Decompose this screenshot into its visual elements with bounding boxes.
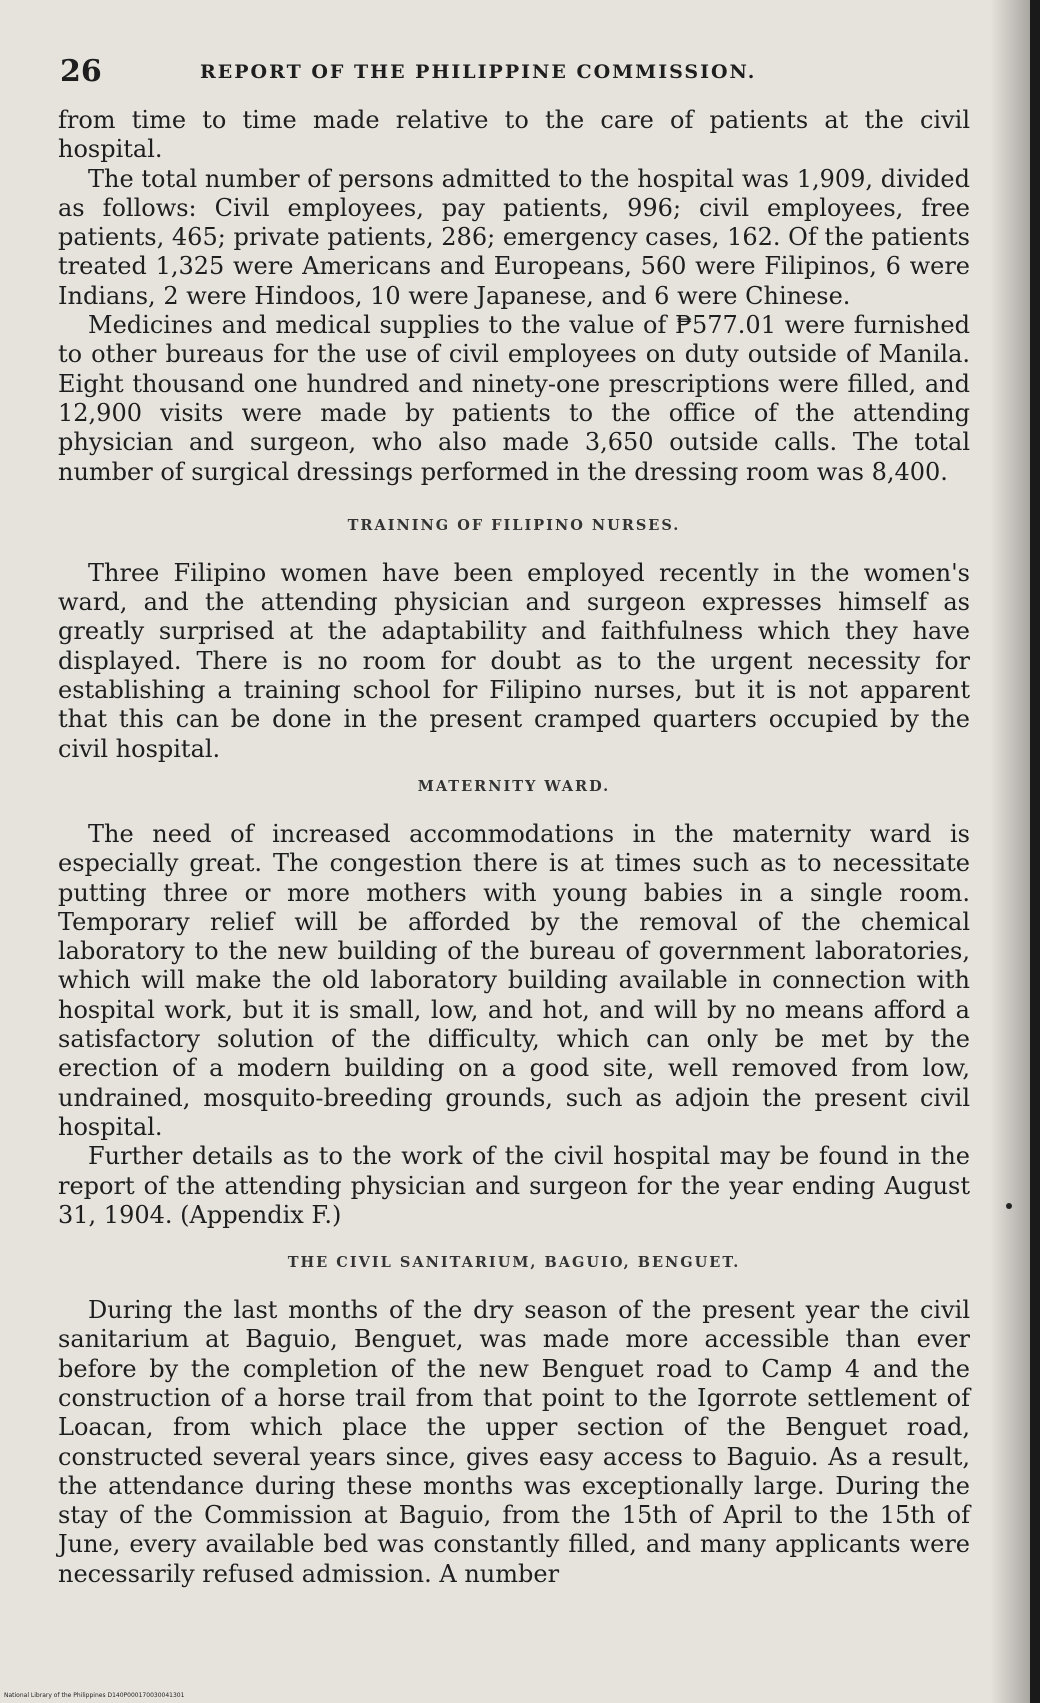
page-edge-shadow xyxy=(990,0,1030,1703)
section-heading-training: TRAINING OF FILIPINO NURSES. xyxy=(347,516,681,534)
paragraph-sanitarium: During the last months of the dry season of the present year the civil sanitarium at Baguio, Benguet, was made more accessible than ever before by the completion of the new Benguet road to Camp 4 and the construction of a horse trail from that point to the Igorrote settlement of Loacan, from which place the upper section of the Benguet road, constructed several years since, gives easy access to Baguio. As a result, the attendance during these months was exceptionally large. During the stay of the Commission at Baguio, from the 15th of April to the 15th of June, every available bed was constantly filled, and many applicants were necessarily refused admission. A number xyxy=(58,1296,970,1588)
paragraph-continuation: from time to time made relative to the care of patients at the civil hospital. xyxy=(58,106,970,164)
section-heading-sanitarium: THE CIVIL SANITARIUM, BAGUIO, BENGUET. xyxy=(287,1254,741,1272)
paragraph-maternity: The need of increased accommodations in the maternity ward is especially great. The congestion there is at times such as to necessitate putting three or more mothers with young babies in a single room. Temporary relief will be afforded by the removal of the chemical laboratory to the new building of the bureau of government laboratories, which will make the old laboratory building available in connection with hospital work, but it is small, low, and hot, and will by no means afford a satisfactory solution of the difficulty, which can only be met by the erection of a modern building on a good site, well removed from low, undrained, mosquito-breeding grounds, such as adjoin the present civil hospital. xyxy=(58,819,970,1141)
running-head: REPORT OF THE PHILIPPINE COMMISSION. xyxy=(200,61,757,83)
paragraph-further-details: Further details as to the work of the civil hospital may be found in the report of the attending physician and surgeon for the year ending August 31, 1904. (Appendix F.) xyxy=(58,1142,970,1229)
paragraph-admissions: The total number of persons admitted to the hospital was 1,909, divided as follows: Civil employees, pay patients, 996; civil employees, free patients, 465; private patients, 286; emergency cases, 162. Of the patients treated 1,325 were Americans and Europeans, 560 were Filipinos, 6 were Indians, 2 were Hindoos, 10 were Japanese, and 6 were Chinese. xyxy=(58,164,970,310)
paragraph-training: Three Filipino women have been employed recently in the women's ward, and the attending physician and surgeon expresses himself as greatly surprised at the adaptability and faithfulness which they have displayed. There is no room for doubt as to the urgent necessity for establishing a training school for Filipino nurses, but it is not apparent that this can be done in the present cramped quarters occupied by the civil hospital. xyxy=(58,558,970,763)
page-body xyxy=(58,106,970,1589)
section-heading-maternity: MATERNITY WARD. xyxy=(417,777,611,795)
scan-source-footer: National Library of the Philippines D140P000170030041301 xyxy=(4,1692,185,1699)
paragraph-medicines: Medicines and medical supplies to the value of ₱577.01 were furnished to other bureaus for the use of civil employees on duty outside of Manila. Eight thousand one hundred and ninety-one prescriptions were filled, and 12,900 visits were made by patients to the office of the attending physician and surgeon, who also made 3,650 outside calls. The total number of surgical dressings performed in the dressing room was 8,400. xyxy=(58,311,970,486)
page-header xyxy=(60,52,970,92)
scan-speck xyxy=(1006,1203,1012,1209)
page-number: 26 xyxy=(60,54,102,89)
